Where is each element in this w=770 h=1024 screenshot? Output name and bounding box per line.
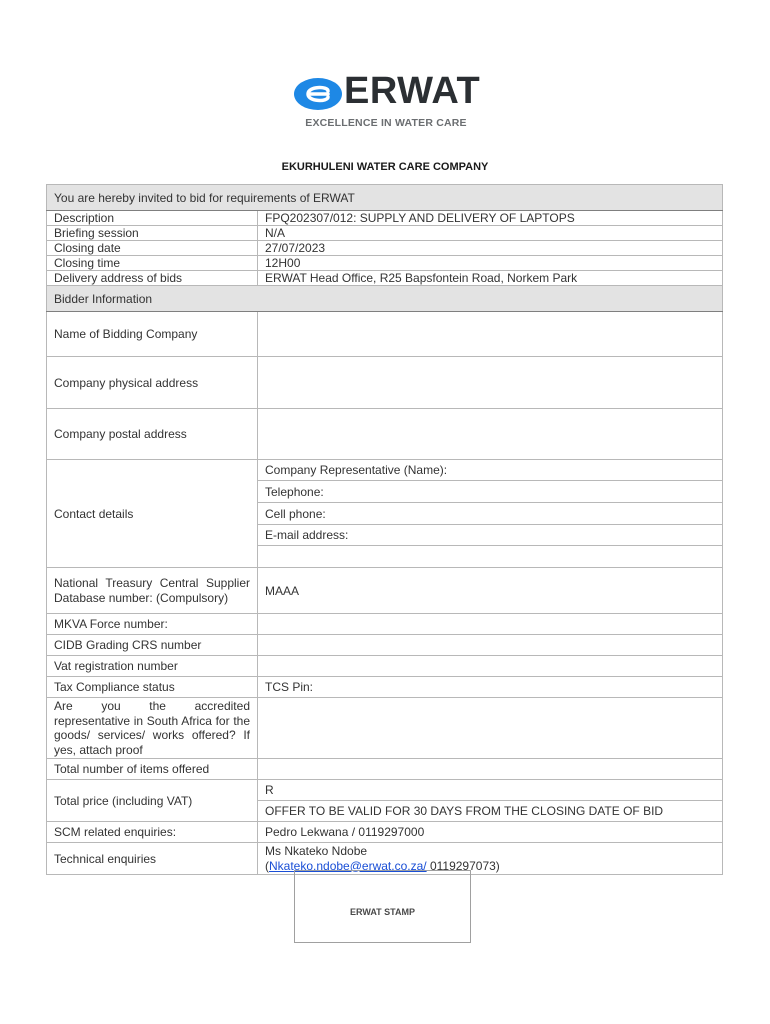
physical-address-field[interactable] <box>258 357 723 409</box>
csd-label: National Treasury Central Supplier Database number: (Compulsory) <box>47 568 258 614</box>
technical-label: Technical enquiries <box>47 843 258 875</box>
brand-name: ERWAT <box>344 70 481 112</box>
detail-label: Closing time <box>47 256 258 271</box>
form-row <box>47 460 723 481</box>
detail-value: 27/07/2023 <box>258 241 723 256</box>
form-row <box>47 409 723 460</box>
detail-label: Description <box>47 211 258 226</box>
form-row <box>47 698 723 759</box>
detail-row <box>47 226 723 241</box>
form-row <box>47 614 723 635</box>
form-row <box>47 677 723 698</box>
cidb-label: CIDB Grading CRS number <box>47 635 258 656</box>
mkva-label: MKVA Force number: <box>47 614 258 635</box>
mkva-field[interactable] <box>258 614 723 635</box>
bidder-section-title: Bidder Information <box>47 286 723 312</box>
total-price-field[interactable]: R <box>258 780 723 801</box>
technical-open-paren: ( <box>265 858 269 873</box>
detail-value: ERWAT Head Office, R25 Bapsfontein Road, Norkem Park <box>258 271 723 286</box>
detail-label: Closing date <box>47 241 258 256</box>
erwat-logo-icon <box>294 76 342 112</box>
form-row <box>47 780 723 801</box>
form-row <box>47 635 723 656</box>
detail-row <box>47 241 723 256</box>
form-row <box>47 656 723 677</box>
contact-extra-field[interactable] <box>258 546 723 568</box>
technical-phone: 0119297073) <box>426 858 500 873</box>
vat-field[interactable] <box>258 656 723 677</box>
detail-row <box>47 211 723 226</box>
total-price-label: Total price (including VAT) <box>47 780 258 822</box>
company-name-field[interactable] <box>258 312 723 357</box>
invite-text: You are hereby invited to bid for requirements of ERWAT <box>47 185 723 211</box>
representative-field[interactable]: Company Representative (Name): <box>258 460 723 481</box>
email-field[interactable]: E-mail address: <box>258 525 723 546</box>
form-row <box>47 822 723 843</box>
detail-label: Delivery address of bids <box>47 271 258 286</box>
scm-label: SCM related enquiries: <box>47 822 258 843</box>
brand-tagline: EXCELLENCE IN WATER CARE <box>305 117 467 129</box>
detail-label: Briefing session <box>47 226 258 241</box>
company-title: EKURHULENI WATER CARE COMPANY <box>281 161 489 173</box>
total-items-field[interactable] <box>258 759 723 780</box>
telephone-field[interactable]: Telephone: <box>258 481 723 503</box>
technical-contact-name: Ms Nkateko Ndobe <box>265 843 368 858</box>
contact-details-label: Contact details <box>47 460 258 568</box>
tcs-pin-field[interactable]: TCS Pin: <box>258 677 723 698</box>
vat-label: Vat registration number <box>47 656 258 677</box>
form-row <box>47 312 723 357</box>
postal-address-field[interactable] <box>258 409 723 460</box>
cidb-field[interactable] <box>258 635 723 656</box>
detail-row <box>47 271 723 286</box>
form-row <box>47 357 723 409</box>
form-row <box>47 759 723 780</box>
scm-contact: Pedro Lekwana / 0119297000 <box>258 822 723 843</box>
detail-value: FPQ202307/012: SUPPLY AND DELIVERY OF LAPTOPS <box>258 211 723 226</box>
detail-row <box>47 256 723 271</box>
detail-value: N/A <box>258 226 723 241</box>
stamp-label: ERWAT STAMP <box>350 907 415 917</box>
tax-compliance-label: Tax Compliance status <box>47 677 258 698</box>
technical-email-link[interactable]: Nkateko.ndobe@erwat.co.za/ <box>269 858 427 873</box>
postal-address-label: Company postal address <box>47 409 258 460</box>
bid-form-table <box>46 184 723 875</box>
accredited-label: Are you the accredited representative in South Africa for the goods/ services/ works offered? If yes, attach proof <box>47 698 258 759</box>
total-items-label: Total number of items offered <box>47 759 258 780</box>
form-row <box>47 568 723 614</box>
accredited-field[interactable] <box>258 698 723 759</box>
cellphone-field[interactable]: Cell phone: <box>258 503 723 525</box>
physical-address-label: Company physical address <box>47 357 258 409</box>
detail-value: 12H00 <box>258 256 723 271</box>
stamp-box <box>294 870 471 943</box>
company-name-label: Name of Bidding Company <box>47 312 258 357</box>
csd-field[interactable]: MAAA <box>258 568 723 614</box>
price-validity-note: OFFER TO BE VALID FOR 30 DAYS FROM THE CLOSING DATE OF BID <box>258 801 723 822</box>
